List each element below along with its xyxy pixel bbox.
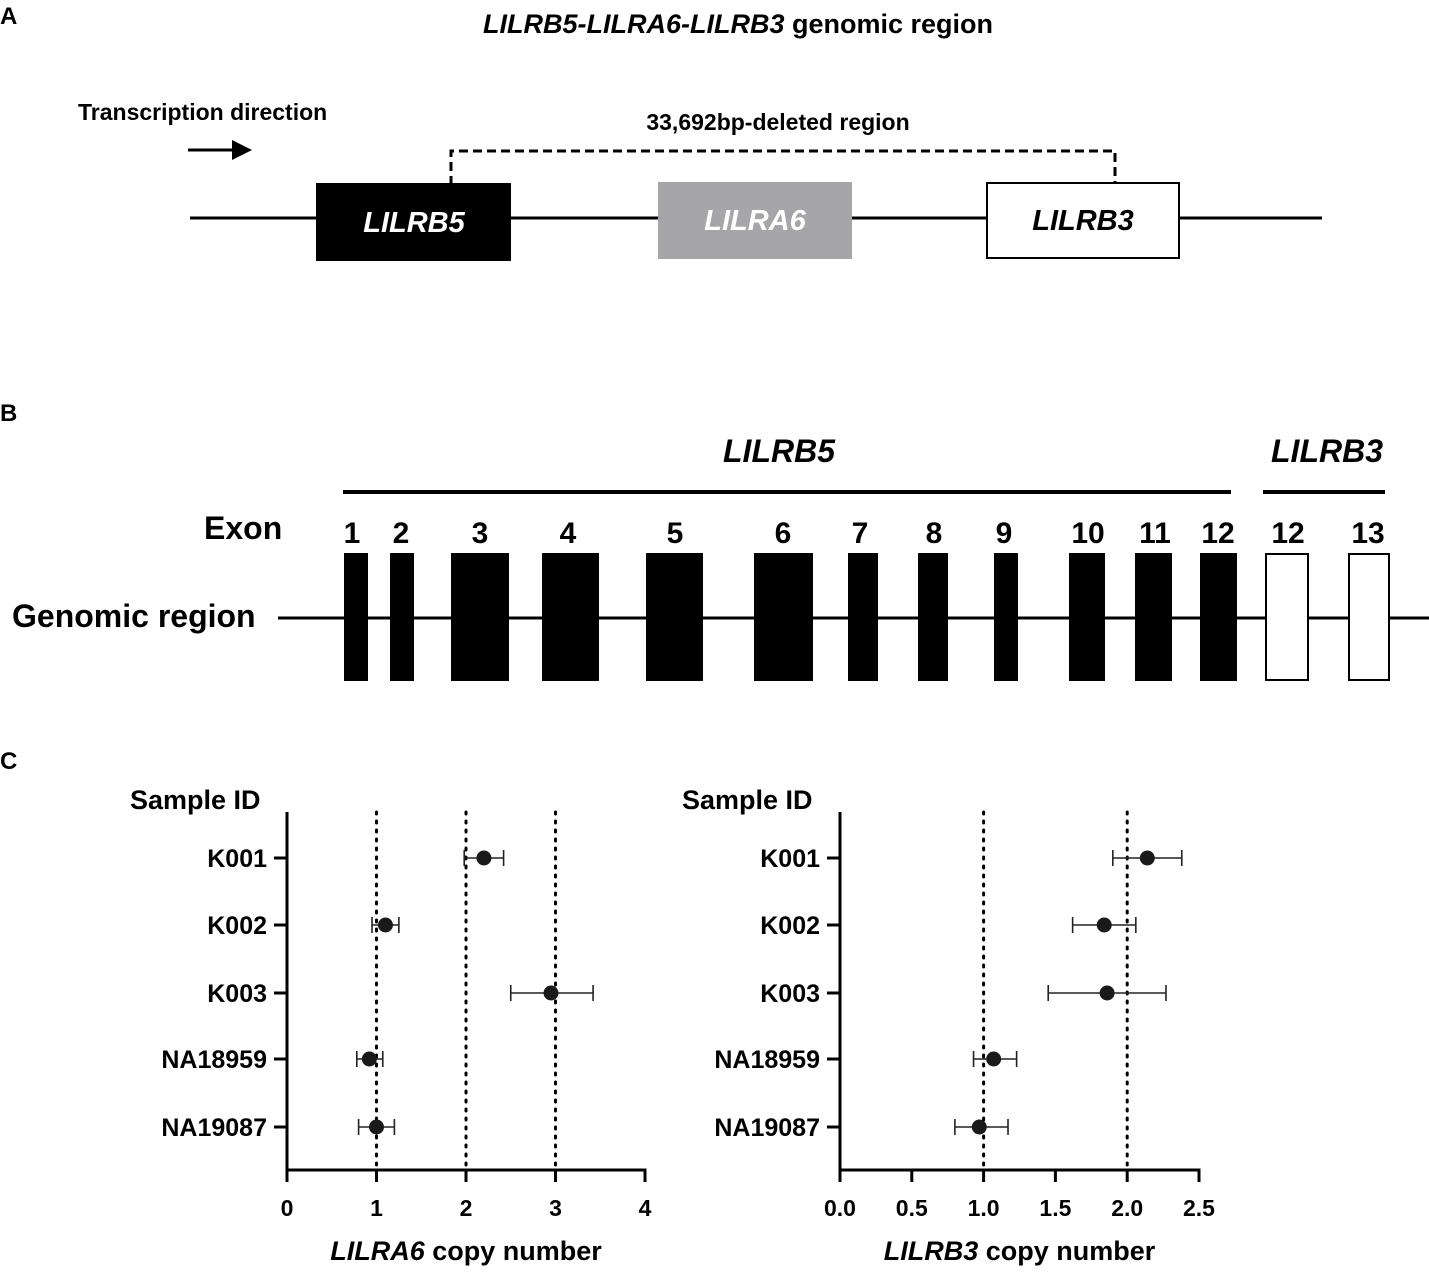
x-tick-label-0: 0 xyxy=(280,1195,294,1221)
deletion-bracket xyxy=(451,151,1115,185)
genomic-region-label: Genomic region xyxy=(12,598,256,634)
exon-number-lilrb3-12: 12 xyxy=(1271,517,1305,550)
data-point-4 xyxy=(369,1120,384,1135)
plot-lilra6-copy-number xyxy=(130,785,652,1266)
exon-box-lilrb5-9 xyxy=(995,554,1017,680)
gene-box-lilrb5-label: LILRB5 xyxy=(363,207,465,239)
data-point-0 xyxy=(1140,851,1155,866)
exon-box-lilrb5-5 xyxy=(647,554,702,680)
panel-a-title xyxy=(483,9,993,39)
x-tick-label-5: 2.5 xyxy=(1183,1195,1215,1221)
data-point-2 xyxy=(544,986,559,1001)
sample-label-4: NA19087 xyxy=(161,1114,267,1142)
panel-a-label: A xyxy=(0,3,18,30)
exon-box-lilrb5-8 xyxy=(919,554,947,680)
sample-label-1: K002 xyxy=(760,912,820,940)
x-tick-label-4: 4 xyxy=(638,1195,652,1221)
exon-box-lilrb5-1 xyxy=(345,554,367,680)
deletion-label: 33,692bp-deleted region xyxy=(646,109,910,135)
x-tick-label-0: 0.0 xyxy=(824,1195,856,1221)
x-axis-title xyxy=(330,1236,602,1266)
panel-b-label: B xyxy=(0,400,18,427)
x-tick-label-3: 1.5 xyxy=(1039,1195,1072,1221)
exon-number-lilrb5-5: 5 xyxy=(666,517,684,550)
exon-number-lilrb5-1: 1 xyxy=(343,517,361,550)
gene-box-lilra6 xyxy=(658,182,852,259)
exon-number-lilrb5-4: 4 xyxy=(559,517,577,550)
exon-number-lilrb5-3: 3 xyxy=(471,517,489,550)
transcription-arrow-icon xyxy=(188,140,252,160)
exon-box-lilrb5-12 xyxy=(1201,554,1236,680)
exon-number-lilrb5-7: 7 xyxy=(851,517,869,550)
sample-label-4: NA19087 xyxy=(714,1114,820,1142)
gene-label-lilrb3: LILRB3 xyxy=(1271,433,1383,469)
exon-box-lilrb3-13 xyxy=(1349,554,1389,680)
exon-row-label: Exon xyxy=(204,510,283,546)
panel-a xyxy=(0,3,1322,260)
data-point-2 xyxy=(1100,986,1115,1001)
panel-c-label: C xyxy=(0,748,18,775)
data-point-0 xyxy=(476,851,491,866)
gene-box-lilrb3 xyxy=(987,183,1179,258)
sample-label-2: K003 xyxy=(760,980,820,1008)
y-axis-title: Sample ID xyxy=(682,785,813,815)
exon-number-lilrb5-9: 9 xyxy=(995,517,1013,550)
exon-box-lilrb5-6 xyxy=(755,554,812,680)
data-point-3 xyxy=(362,1052,377,1067)
gene-box-lilrb5 xyxy=(317,184,510,260)
sample-label-3: NA18959 xyxy=(161,1046,267,1074)
panel-a-title-genes: LILRB5-LILRA6-LILRB3 xyxy=(482,9,785,39)
gene-box-lilrb3-label: LILRB3 xyxy=(1032,205,1134,237)
exon-number-lilrb5-12: 12 xyxy=(1201,517,1235,550)
panel-b xyxy=(0,400,1429,680)
panel-a-title-suffix: genomic region xyxy=(784,9,994,39)
x-tick-label-2: 2 xyxy=(459,1195,473,1221)
exon-track xyxy=(344,517,1389,680)
exon-box-lilrb5-10 xyxy=(1070,554,1104,680)
x-tick-label-3: 3 xyxy=(549,1195,562,1221)
data-point-1 xyxy=(378,918,393,933)
x-axis-title-gene: LILRB3 xyxy=(883,1236,979,1266)
transcription-direction-label: Transcription direction xyxy=(78,99,328,125)
plot-lilrb3-copy-number xyxy=(682,785,1215,1266)
x-axis-title-suffix: copy number xyxy=(978,1236,1156,1266)
sample-label-0: K001 xyxy=(760,845,820,873)
sample-label-0: K001 xyxy=(207,845,267,873)
gene-box-lilra6-label: LILRA6 xyxy=(704,205,806,237)
sample-label-3: NA18959 xyxy=(714,1046,820,1074)
exon-box-lilrb5-11 xyxy=(1136,554,1171,680)
data-point-3 xyxy=(986,1052,1001,1067)
x-tick-label-1: 1 xyxy=(370,1195,383,1221)
exon-number-lilrb5-8: 8 xyxy=(925,517,943,550)
exon-number-lilrb5-10: 10 xyxy=(1071,517,1105,550)
x-tick-label-1: 0.5 xyxy=(895,1195,928,1221)
x-axis-title xyxy=(884,1236,1156,1266)
exon-box-lilrb5-2 xyxy=(391,554,413,680)
gene-label-lilrb5: LILRB5 xyxy=(723,433,835,469)
x-tick-label-4: 2.0 xyxy=(1111,1195,1144,1221)
data-point-1 xyxy=(1097,918,1112,933)
exon-number-lilrb5-6: 6 xyxy=(774,517,792,550)
panel-c xyxy=(0,748,1215,1266)
x-axis-title-gene: LILRA6 xyxy=(330,1236,425,1266)
exon-box-lilrb5-4 xyxy=(543,554,598,680)
sample-label-2: K003 xyxy=(207,980,267,1008)
exon-number-lilrb5-11: 11 xyxy=(1139,517,1171,550)
x-axis-title-suffix: copy number xyxy=(424,1236,602,1266)
exon-number-lilrb3-13: 13 xyxy=(1351,517,1385,550)
data-point-4 xyxy=(972,1120,987,1135)
y-axis-title: Sample ID xyxy=(130,785,261,815)
exon-number-lilrb5-2: 2 xyxy=(392,517,410,550)
x-tick-label-2: 1.0 xyxy=(967,1195,1000,1221)
exon-box-lilrb3-12 xyxy=(1266,554,1308,680)
exon-box-lilrb5-3 xyxy=(452,554,508,680)
exon-box-lilrb5-7 xyxy=(849,554,877,680)
sample-label-1: K002 xyxy=(207,912,267,940)
